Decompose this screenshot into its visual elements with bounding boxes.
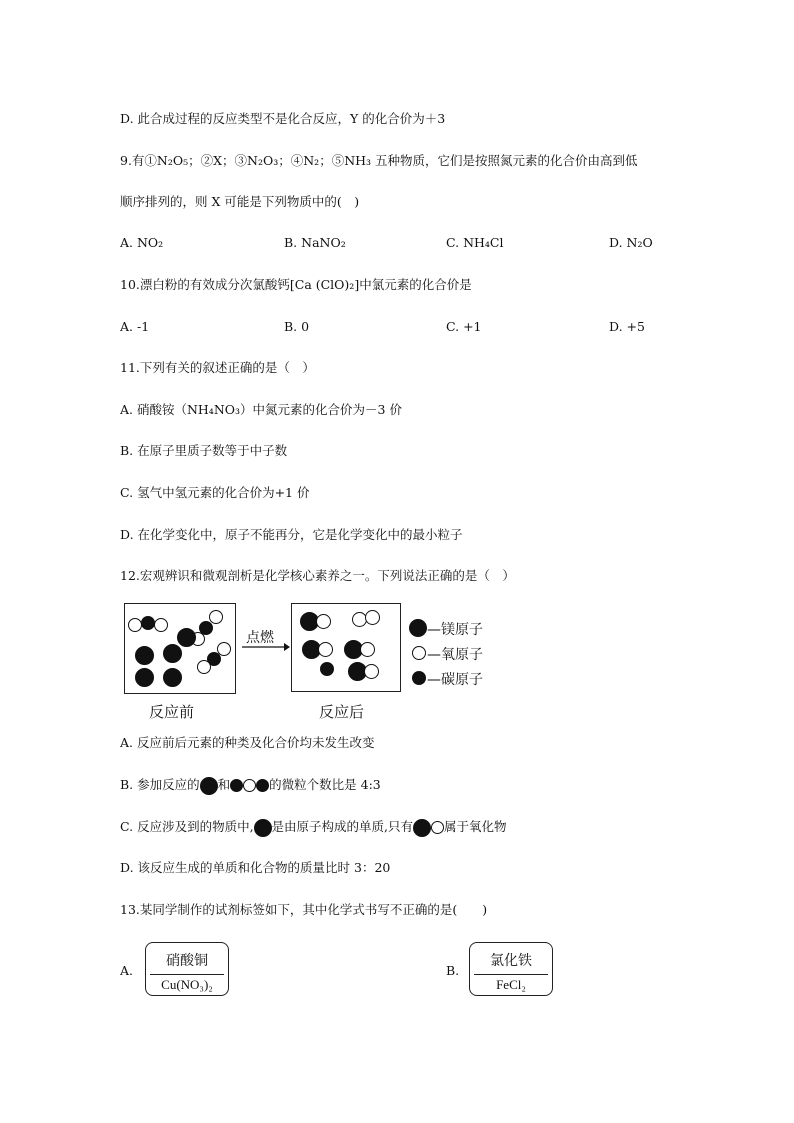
q10-option-c: C. +1	[446, 319, 482, 334]
q11-option-b: B. 在原子里质子数等于中子数	[120, 443, 288, 458]
after-reaction-box	[291, 603, 401, 692]
oxygen-atom	[364, 664, 379, 679]
reagent-formula: FeCl₂	[496, 977, 526, 992]
label-divider	[150, 974, 224, 975]
magnesium-atom-icon	[413, 819, 431, 837]
q9-option-d: D. N₂O	[609, 235, 653, 250]
reaction-arrow	[240, 642, 290, 652]
q12-option-c-post: 属于氧化物	[444, 819, 507, 834]
q11-stem: 11.下列有关的叙述正确的是（ ）	[120, 360, 315, 375]
q11-option-c: C. 氢气中氢元素的化合价为+1 价	[120, 485, 310, 500]
carbon-atom-icon	[256, 779, 269, 792]
magnesium-atom	[135, 668, 154, 687]
oxygen-atom	[316, 614, 331, 629]
q12-option-d: D. 该反应生成的单质和化合物的质量比时 3：20	[120, 860, 391, 875]
q9-stem-line2: 顺序排列的，则 X 可能是下列物质中的( )	[120, 194, 360, 209]
arrow-label: 点燃	[246, 630, 274, 646]
magnesium-atom	[135, 646, 154, 665]
oxygen-atom	[154, 618, 168, 632]
oxygen-legend-icon	[412, 646, 426, 660]
q11-option-d: D. 在化学变化中，原子不能再分，它是化学变化中的最小粒子	[120, 527, 463, 542]
oxygen-atom	[209, 610, 223, 624]
oxygen-atom	[360, 642, 375, 657]
oxygen-atom	[128, 618, 142, 632]
q11-option-a: A. 硝酸铵（NH₄NO₃）中氮元素的化合价为－3 价	[120, 402, 402, 417]
q12-option-a: A. 反应前后元素的种类及化合价均未发生改变	[120, 735, 375, 750]
oxygen-atom-icon	[243, 779, 256, 792]
label-divider	[474, 974, 548, 975]
magnesium-atom	[163, 644, 182, 663]
q10-option-b: B. 0	[284, 319, 310, 334]
magnesium-atom	[177, 628, 196, 647]
q12-option-c-mid: 是由原子构成的单质,只有	[271, 819, 414, 834]
caption-after: 反应后	[319, 703, 365, 721]
q10-option-a: A. -1	[120, 319, 150, 334]
q9-option-a: A. NO₂	[120, 235, 164, 250]
q12-option-c-pre: C. 反应涉及到的物质中,	[120, 819, 254, 834]
legend-magnesium: —镁原子	[427, 622, 483, 638]
magnesium-atom-icon	[200, 777, 218, 795]
oxygen-atom-icon	[431, 821, 444, 834]
q13-label-b-letter: B.	[446, 963, 460, 978]
legend-carbon: —碳原子	[427, 672, 483, 688]
oxygen-atom	[318, 642, 333, 657]
reagent-name: 硝酸铜	[166, 953, 208, 969]
carbon-atom-icon	[230, 779, 243, 792]
reagent-label-b	[469, 942, 553, 996]
q9-option-b: B. NaNO₂	[284, 235, 346, 250]
reagent-label-a	[145, 942, 229, 996]
magnesium-atom	[163, 668, 182, 687]
q12-option-b-post: 的微粒个数比是 4:3	[269, 777, 381, 792]
q12-option-c	[120, 817, 507, 837]
carbon-atom	[141, 616, 155, 630]
oxygen-atom	[365, 610, 380, 625]
magnesium-legend-icon	[409, 619, 427, 637]
carbon-legend-icon	[412, 671, 426, 685]
q10-stem: 10.漂白粉的有效成分次氯酸钙[Ca (ClO)₂]中氯元素的化合价是	[120, 277, 472, 292]
q12-option-b-pre: B. 参加反应的	[120, 777, 200, 792]
q13-label-a-letter: A.	[120, 963, 134, 978]
legend-oxygen: —氧原子	[427, 647, 483, 663]
magnesium-atom-icon	[254, 819, 272, 837]
q12-option-b	[120, 775, 381, 795]
caption-before: 反应前	[149, 703, 195, 721]
q9-option-c: C. NH₄Cl	[446, 235, 504, 250]
before-reaction-box	[124, 603, 236, 694]
carbon-atom	[320, 662, 334, 676]
oxygen-atom	[197, 660, 211, 674]
q8-option-d: D. 此合成过程的反应类型不是化合反应，Y 的化合价为＋3	[120, 111, 446, 126]
q10-option-d: D. +5	[609, 319, 645, 334]
q12-stem: 12.宏观辨识和微观剖析是化学核心素养之一。下列说法正确的是（ ）	[120, 568, 515, 583]
q13-stem: 13.某同学制作的试剂标签如下，其中化学式书写不正确的是( )	[120, 902, 488, 917]
q9-stem-line1: 9.有①N₂O₅；②X；③N₂O₃；④N₂；⑤NH₃ 五种物质，它们是按照氮元素的化合价由高到低	[120, 153, 638, 168]
reagent-name: 氯化铁	[490, 953, 532, 969]
reagent-formula: Cu(NO₃)₂	[161, 977, 213, 992]
q12-option-b-mid: 和	[217, 777, 231, 792]
